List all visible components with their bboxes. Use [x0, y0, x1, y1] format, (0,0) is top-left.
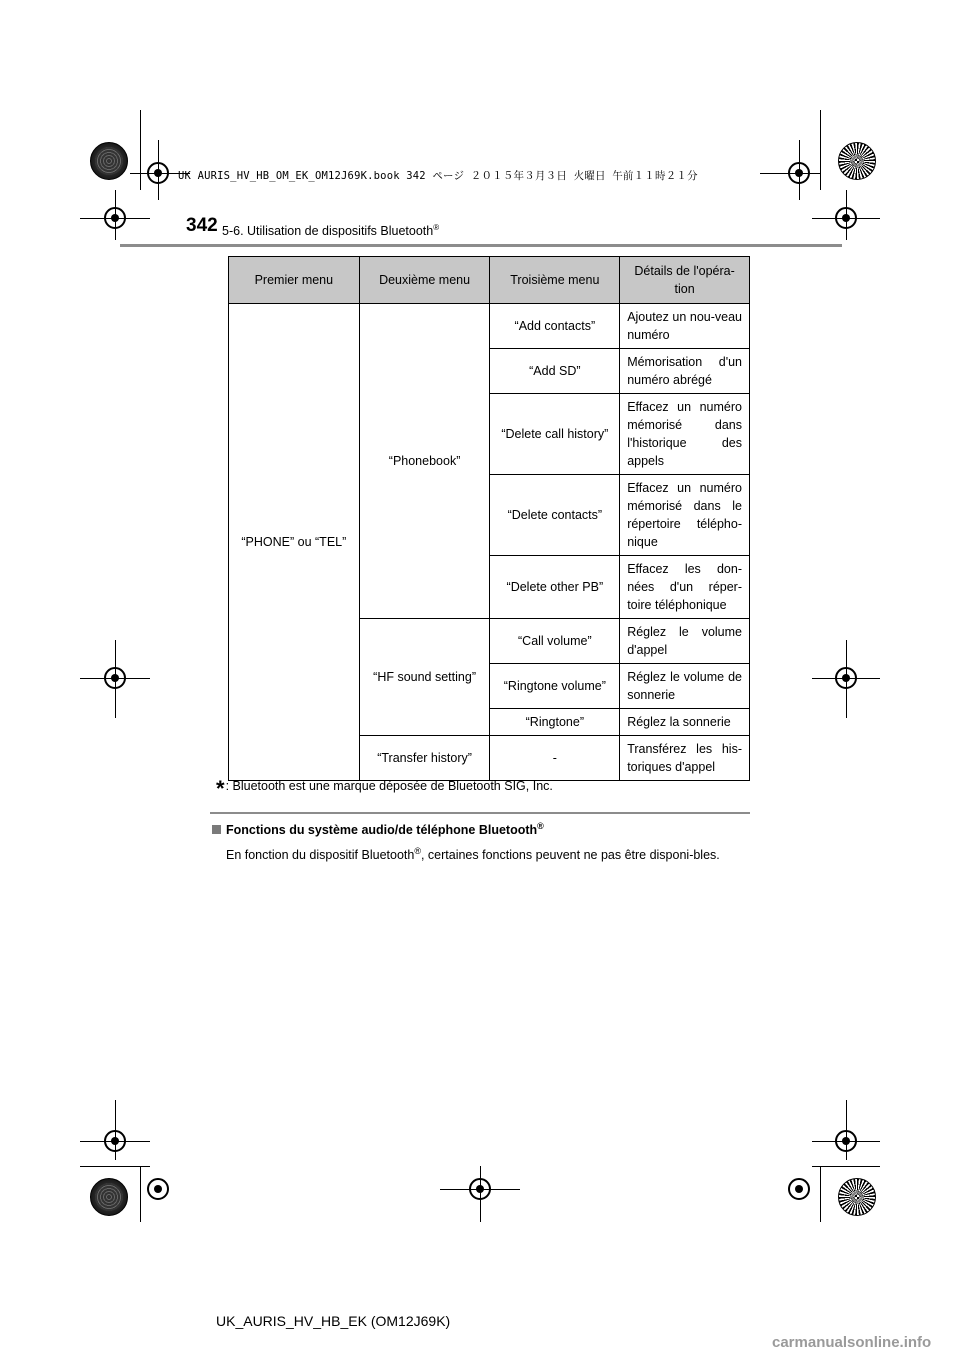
second-menu-hf-sound: “HF sound setting” [359, 619, 490, 736]
crop-line [760, 173, 820, 174]
registered-mark: ® [414, 846, 421, 856]
print-mark-burst-bottom-right [838, 1178, 876, 1216]
print-mark-burst-top-right [838, 142, 876, 180]
second-menu-transfer: “Transfer history” [359, 736, 490, 781]
registered-mark: ® [433, 223, 440, 232]
detail-cell: Mémorisation d'un numéro abrégé [620, 349, 750, 394]
print-mark-disc-bottom-left [90, 1178, 128, 1216]
header-operation-details: Détails de l'opéra-tion [620, 257, 750, 304]
page-number: 342 [186, 215, 218, 236]
section-body [226, 842, 750, 865]
detail-cell: Réglez le volume de sonnerie [620, 664, 750, 709]
body-text-part: En fonction du dispositif Bluetooth [226, 848, 415, 863]
detail-cell: Effacez un numéro mémorisé dans le répertoire télépho-nique [620, 475, 750, 556]
second-menu-phonebook: “Phonebook” [359, 304, 490, 619]
detail-cell: Réglez la sonnerie [620, 709, 750, 736]
square-bullet-icon [212, 825, 221, 834]
crop-line [846, 640, 847, 718]
footnote-rule [210, 812, 750, 814]
header-third-menu: Troisième menu [490, 257, 620, 304]
third-menu-cell: “Ringtone volume” [490, 664, 620, 709]
detail-cell: Effacez un numéro mémorisé dans l'historique des appels [620, 394, 750, 475]
crop-line [115, 190, 116, 240]
crop-line [140, 110, 141, 190]
table-header-row [229, 257, 750, 304]
detail-cell: Ajoutez un nou-veau numéro [620, 304, 750, 349]
third-menu-cell: “Add contacts” [490, 304, 620, 349]
registration-mark [788, 1178, 810, 1200]
first-menu-cell: “PHONE” ou “TEL” [229, 304, 360, 781]
footnote-star: * [216, 776, 225, 801]
crop-line [820, 1166, 821, 1222]
header-rule [120, 244, 842, 247]
detail-cell: Réglez le volume d'appel [620, 619, 750, 664]
section-heading [212, 821, 544, 837]
crop-line [846, 1100, 847, 1160]
third-menu-cell: “Call volume” [490, 619, 620, 664]
bluetooth-menu-table [228, 256, 750, 781]
crop-line [115, 640, 116, 718]
third-menu-cell: - [490, 736, 620, 781]
detail-cell: Effacez les don-nées d'un réper-toire téléphonique [620, 556, 750, 619]
trademark-footnote [216, 776, 553, 802]
table-row [229, 304, 750, 349]
watermark: carmanualsonline.info [772, 1334, 932, 1351]
section-heading-text: Fonctions du système audio/de téléphone Bluetooth [226, 823, 538, 838]
detail-cell: Transférez les his-toriques d'appel [620, 736, 750, 781]
header-second-menu: Deuxième menu [359, 257, 490, 304]
third-menu-cell: “Ringtone” [490, 709, 620, 736]
crop-line [480, 1166, 481, 1222]
chapter-text: 5-6. Utilisation de dispositifs Bluetooth [222, 224, 434, 239]
crop-line [799, 140, 800, 200]
header-first-menu: Premier menu [229, 257, 360, 304]
crop-line [158, 140, 159, 200]
crop-line [812, 1166, 880, 1167]
third-menu-cell: “Delete contacts” [490, 475, 620, 556]
registered-mark: ® [537, 821, 544, 831]
crop-line [140, 1166, 141, 1222]
chapter-title [222, 223, 439, 238]
book-file-info: UK AURIS_HV_HB_OM_EK_OM12J69K.book 342 ページ ２０１５年３月３日 火曜日 午前１１時２１分 [178, 170, 698, 182]
registration-mark [147, 1178, 169, 1200]
print-mark-disc-top-left [90, 142, 128, 180]
crop-line [846, 190, 847, 240]
third-menu-cell: “Delete call history” [490, 394, 620, 475]
footnote-text: : Bluetooth est une marque déposée de Bluetooth SIG, Inc. [225, 779, 553, 793]
third-menu-cell: “Add SD” [490, 349, 620, 394]
body-text-part: , certaines fonctions peuvent ne pas être disponi-bles. [420, 848, 720, 863]
third-menu-cell: “Delete other PB” [490, 556, 620, 619]
crop-line [820, 110, 821, 190]
footer-model-code: UK_AURIS_HV_HB_EK (OM12J69K) [216, 1313, 451, 1329]
crop-line [115, 1100, 116, 1160]
